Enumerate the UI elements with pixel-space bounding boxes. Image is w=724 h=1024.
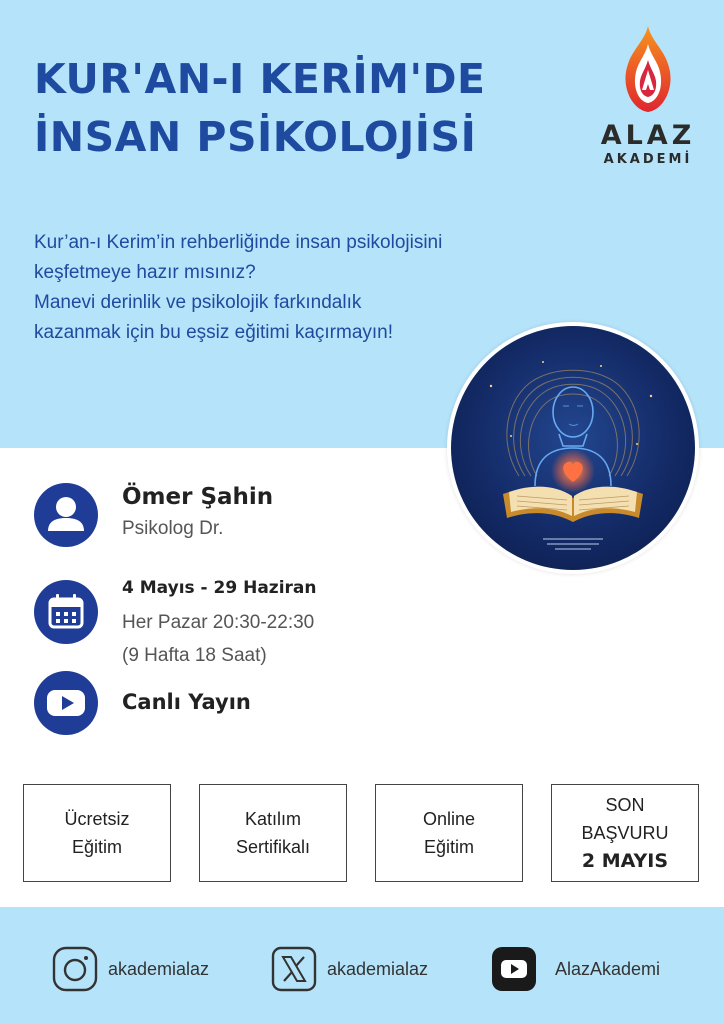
flame-logo-icon [618, 24, 678, 116]
feature-deadline [551, 784, 699, 882]
youtube-icon [491, 946, 537, 992]
feature-line: SON [605, 795, 645, 815]
title-line-1: KUR'AN-I KERİM'DE [34, 55, 486, 103]
live-stream-label: Canlı Yayın [122, 690, 251, 714]
title-line-2: İNSAN PSİKOLOJİSİ [34, 113, 477, 161]
feature-certificate [199, 784, 347, 882]
speaker-name: Ömer Şahin [122, 484, 274, 510]
intro-line: keşfetmeye hazır mısınız? [34, 262, 256, 283]
play-icon [34, 671, 98, 735]
feature-line: Eğitim [423, 837, 474, 857]
feature-line: Eğitim [71, 837, 122, 857]
logo-subtitle: AKADEMİ [603, 152, 693, 167]
intro-line: kazanmak için bu eşsiz eğitimi kaçırmayın! [34, 322, 394, 343]
x-link[interactable] [271, 944, 428, 994]
quran-book-illustration [451, 326, 695, 570]
instagram-handle: akademialaz [108, 958, 210, 979]
deadline-date: 2 MAYIS [581, 850, 669, 872]
feature-line: BAŞVURU [581, 823, 669, 843]
weekly-schedule: Her Pazar 20:30-22:30 [122, 612, 315, 633]
x-icon [271, 946, 317, 992]
feature-line: Online [422, 809, 476, 829]
feature-line: Sertifikalı [235, 837, 311, 857]
alaz-akademi-logo [596, 24, 700, 174]
calendar-icon [34, 580, 98, 644]
feature-line: Katılım [244, 809, 301, 829]
logo-name: ALAZ [600, 120, 696, 151]
feature-free-training [23, 784, 171, 882]
instagram-icon [52, 946, 98, 992]
feature-online [375, 784, 523, 882]
x-handle: akademialaz [327, 958, 429, 979]
feature-line: Ücretsiz [64, 809, 130, 829]
speaker-title: Psikolog Dr. [122, 518, 224, 539]
intro-line: Kur’an-ı Kerim’in rehberliğinde insan psikolojisini [34, 232, 443, 253]
course-duration: (9 Hafta 18 Saat) [122, 645, 267, 666]
youtube-channel: AlazAkademi [555, 958, 661, 979]
person-icon [34, 483, 98, 547]
date-range: 4 Mayıs - 29 Haziran [122, 578, 317, 598]
hero-image-frame [447, 322, 699, 574]
instagram-link[interactable] [52, 944, 209, 994]
page-title [34, 50, 486, 166]
youtube-link[interactable] [491, 944, 660, 994]
intro-line: Manevi derinlik ve psikolojik farkındalık [34, 292, 362, 313]
hero-illustration [451, 326, 695, 570]
